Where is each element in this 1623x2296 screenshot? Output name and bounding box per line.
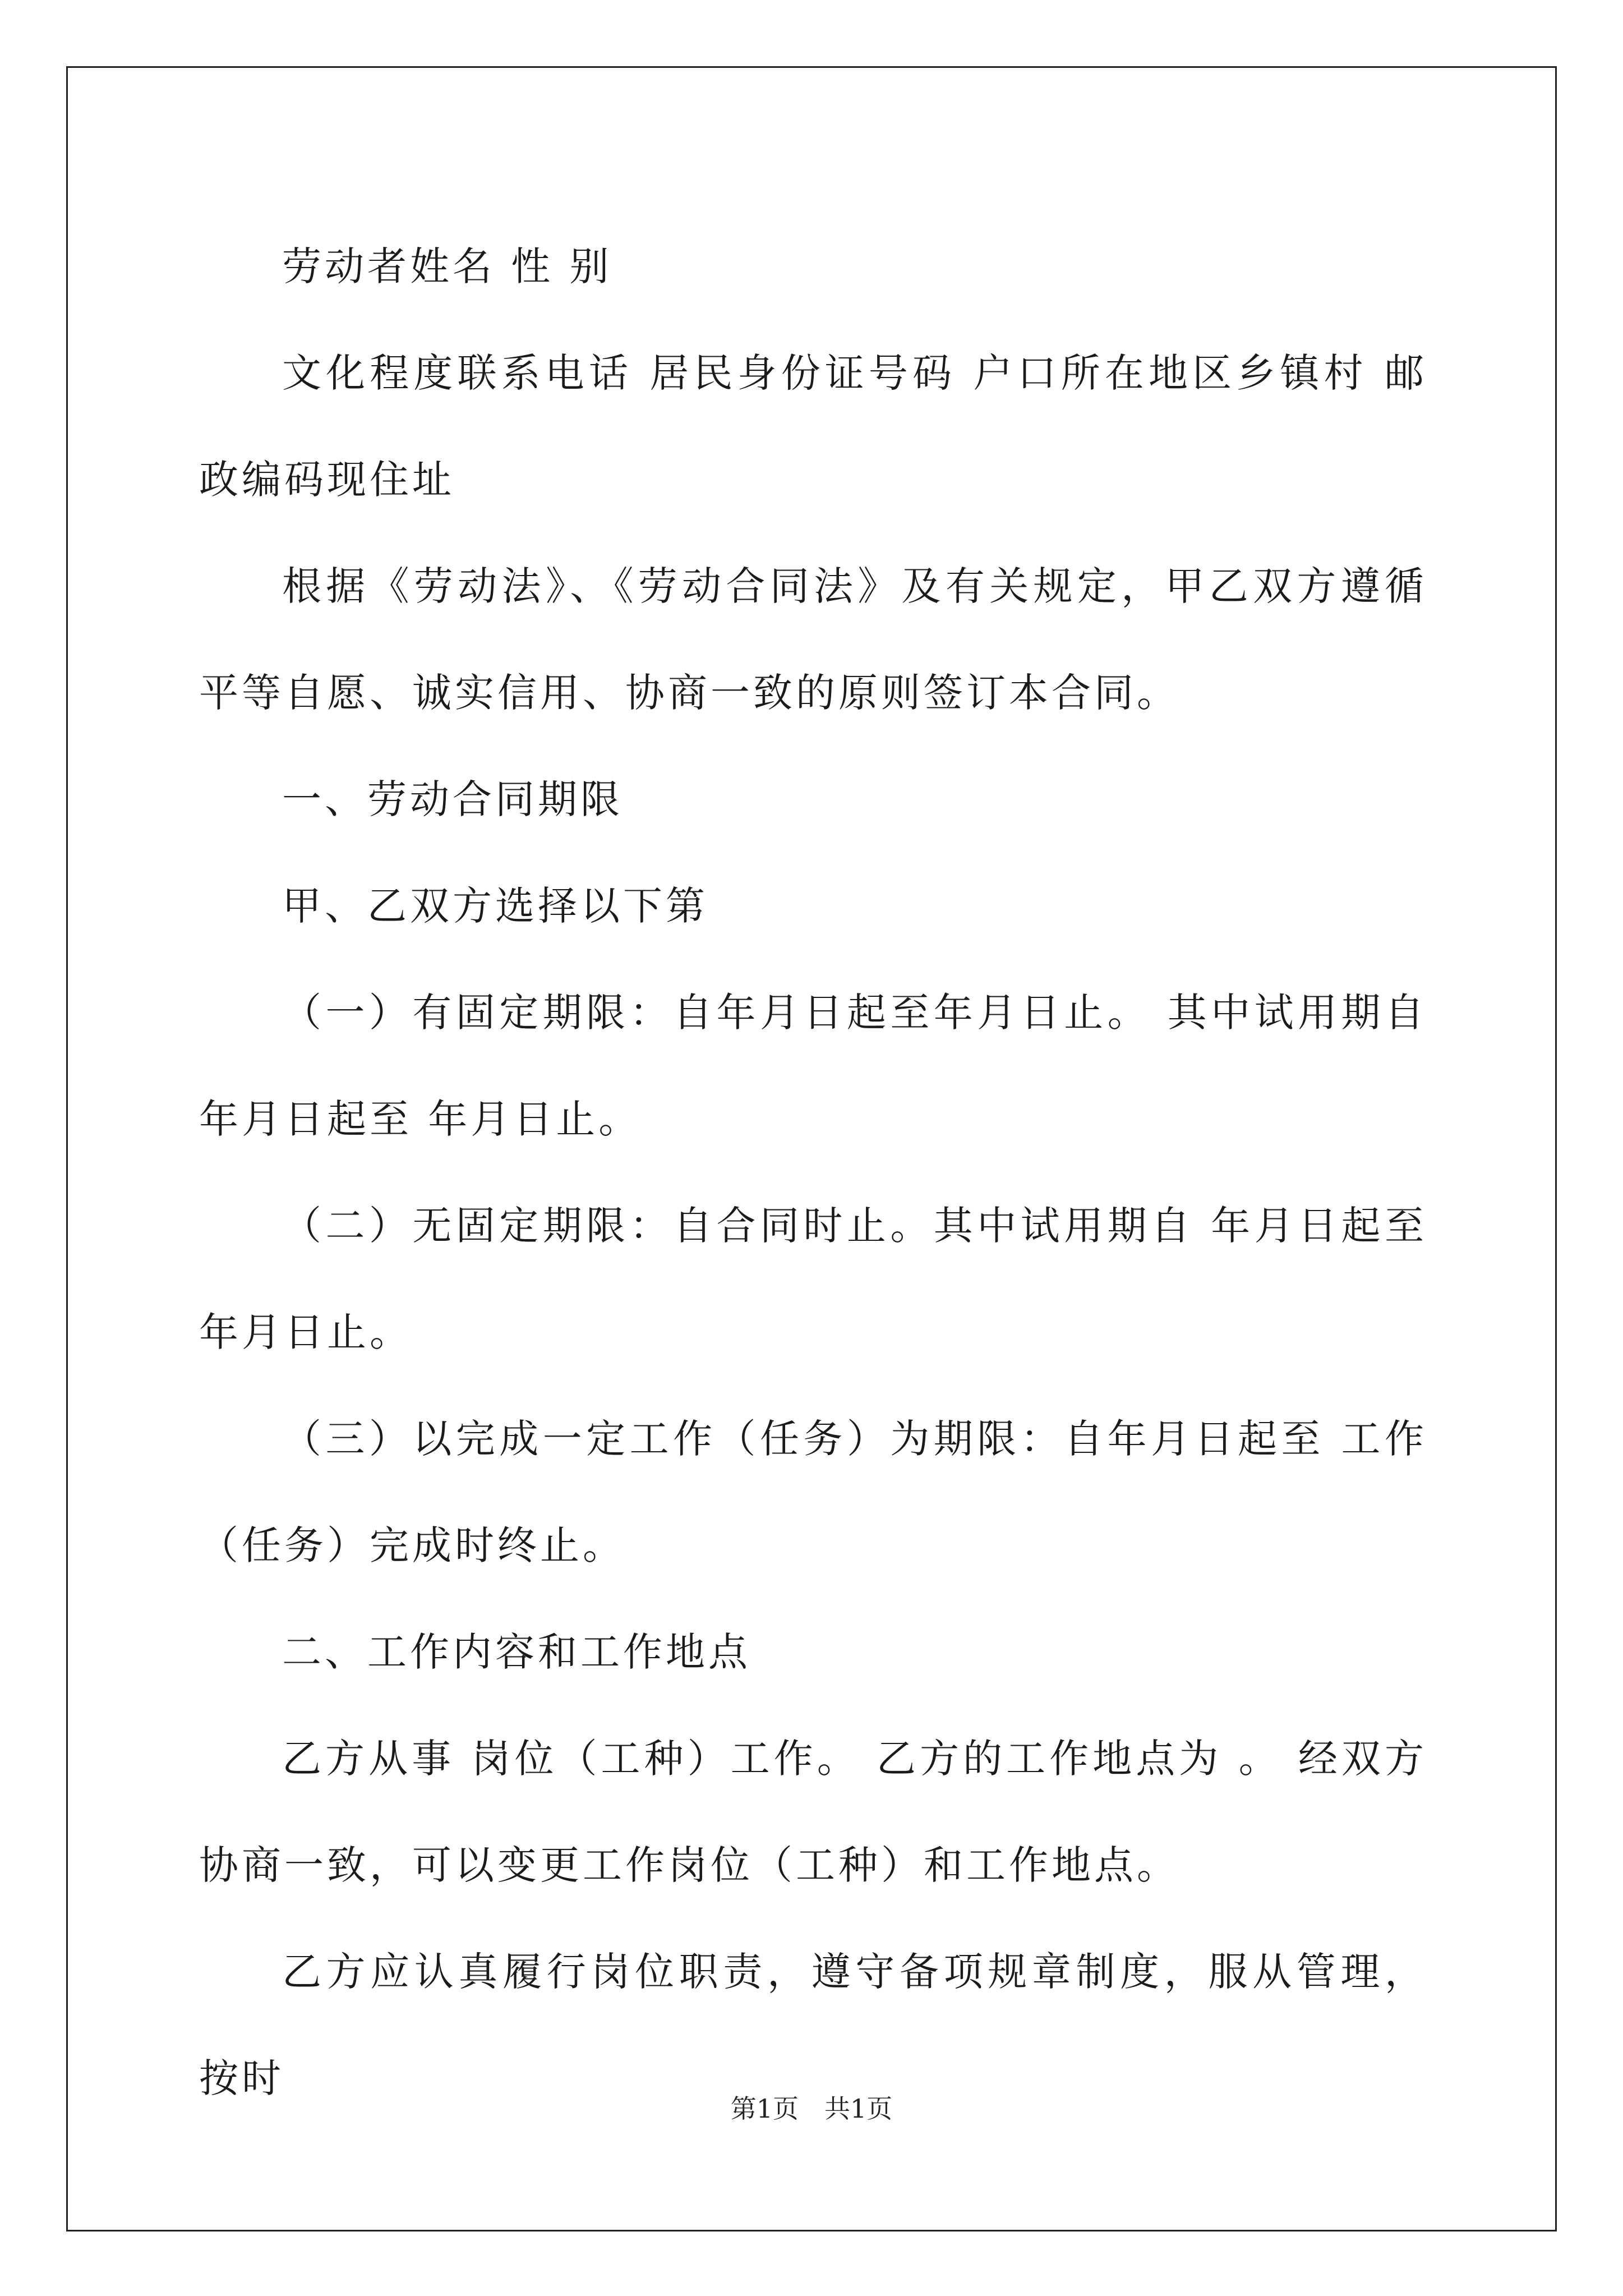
paragraph: 文化程度联系电话 居民身份证号码 户口所在地区乡镇村 邮政编码现住址 [199,350,1427,503]
paragraph: 根据《劳动法》、《劳动合同法》及有关规定，甲乙双方遵循平等自愿、诚实信用、协商一致的原则签订本合同。 [199,563,1427,716]
document-body [199,213,1427,2132]
section-heading: 一、劳动合同期限 [282,776,623,822]
paragraph: （二）无固定期限：自合同时止。其中试用期自 年月日起至 年月日止。 [199,1203,1427,1355]
paragraph: 劳动者姓名 性 别 [282,243,612,289]
paragraph: （三）以完成一定工作（任务）为期限：自年月日起至 工作（任务）完成时终止。 [199,1416,1427,1568]
section-heading: 二、工作内容和工作地点 [282,1629,751,1675]
paragraph: 乙方应认真履行岗位职责，遵守备项规章制度，服从管理，按时 [199,1949,1427,2101]
page-number-footer: 第1页 共1页 [730,2093,893,2124]
paragraph: 甲、乙双方选择以下第 [282,883,708,929]
paragraph: （一）有固定期限：自年月日起至年月日止。 其中试用期自 年月日起至 年月日止。 [199,990,1427,1142]
paragraph: 乙方从事 岗位（工种）工作。 乙方的工作地点为 。 经双方协商一致，可以变更工作岗位（工种）和工作地点。 [199,1736,1427,1888]
